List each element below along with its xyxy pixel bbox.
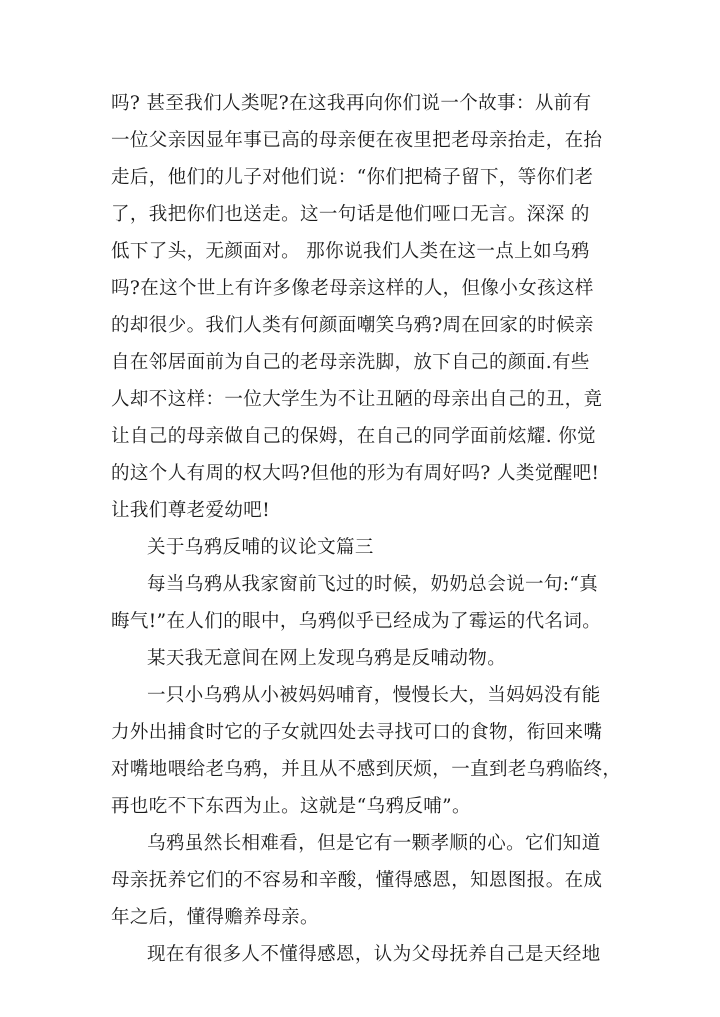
text-line: 人却不这样：一位大学生为不让丑陋的母亲出自己的丑，竟 xyxy=(111,389,603,410)
text-line: 晦气!”在人们的眼中，乌鸦似乎已经成为了霉运的代名词。 xyxy=(111,611,602,632)
text-line: 一只小乌鸦从小被妈妈哺育，慢慢长大，当妈妈没有能 xyxy=(147,685,601,706)
text-line: 的却很少。我们人类有何颜面嘲笑乌鸦?周在回家的时候亲 xyxy=(111,315,594,336)
text-line: 走后，他们的儿子对他们说：“你们把椅子留下，等你们老 xyxy=(111,167,594,188)
text-line: 现在有很多人不懂得感恩，认为父母抚养自己是天经地 xyxy=(147,944,601,965)
text-line: 某天我无意间在网上发现乌鸦是反哺动物。 xyxy=(147,648,507,669)
text-line: 力外出捕食时它的子女就四处去寻找可口的食物，衔回来嘴 xyxy=(111,722,603,743)
text-line: 年之后，懂得赡养母亲。 xyxy=(111,907,319,928)
text-line: 了，我把你们也送走。这一句话是他们哑口无言。深深 的 xyxy=(111,204,590,225)
text-line: 对嘴地喂给老乌鸦，并且从不感到厌烦，一直到老乌鸦临终， xyxy=(111,759,622,780)
text-line: 每当乌鸦从我家窗前飞过的时候，奶奶总会说一句:“真 xyxy=(147,574,599,595)
text-line: 让自己的母亲做自己的保姆，在自己的同学面前炫耀. 你觉 xyxy=(111,426,597,447)
text-line: 乌鸦虽然长相难看，但是它有一颗孝顺的心。它们知道 xyxy=(147,833,601,854)
text-line: 低下了头，无颜面对。 那你说我们人类在这一点上如乌鸦 xyxy=(111,241,590,262)
section-heading: 关于乌鸦反哺的议论文篇三 xyxy=(147,537,374,558)
text-line: 吗? 甚至我们人类呢?在这我再向你们说一个故事：从前有 xyxy=(111,93,592,114)
text-line: 自在邻居面前为自己的老母亲洗脚，放下自己的颜面.有些 xyxy=(111,352,590,373)
text-line: 的这个人有周的权大吗?但他的形为有周好吗? 人类觉醒吧! xyxy=(111,463,600,484)
text-line: 吗?在这个世上有许多像老母亲这样的人，但像小女孩这样 xyxy=(111,278,594,299)
text-line: 一位父亲因显年事已高的母亲便在夜里把老母亲抬走，在抬 xyxy=(111,130,603,151)
text-line: 让我们尊老爱幼吧! xyxy=(111,500,271,521)
text-line: 母亲抚养它们的不容易和辛酸，懂得感恩，知恩图报。在成 xyxy=(111,870,603,891)
text-line: 再也吃不下东西为止。这就是“乌鸦反哺”。 xyxy=(111,796,471,817)
